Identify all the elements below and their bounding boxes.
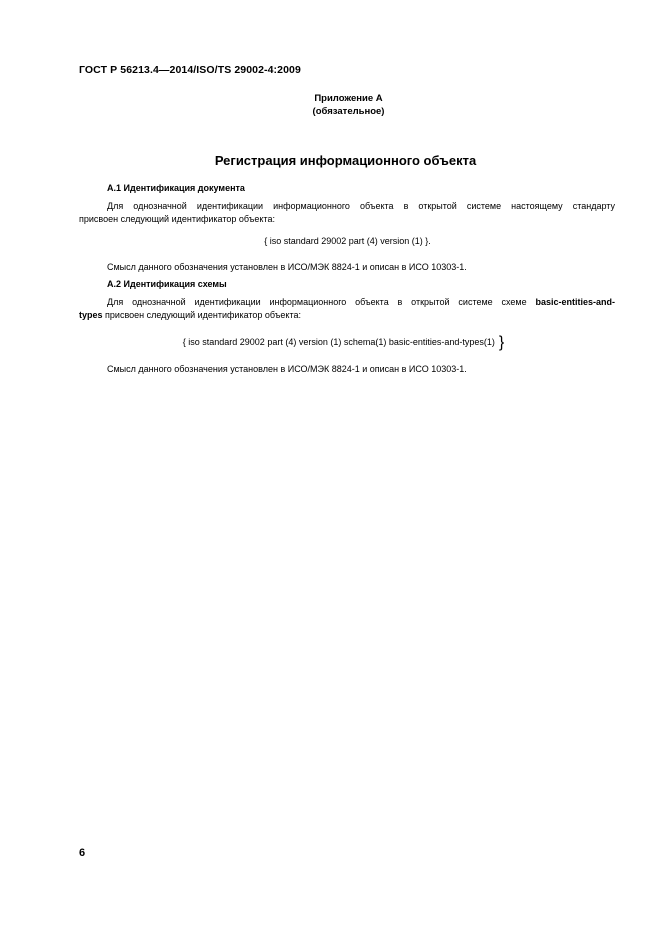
section-a2-identifier [0, 334, 661, 352]
document-header: ГОСТ Р 56213.4—2014/ISO/TS 29002-4:2009 [79, 64, 301, 76]
closing-brace: } [498, 334, 505, 351]
schema-name-part2: types [79, 310, 103, 320]
section-a2-identifier-text: { iso standard 29002 part (4) version (1) schema(1) basic-entities-and-types(1) [182, 337, 495, 347]
section-a2-meaning: Смысл данного обозначения установлен в ИСО/МЭК 8824-1 и описан в ИСО 10303-1. [107, 364, 467, 374]
section-a2-paragraph [79, 296, 615, 322]
main-title: Регистрация информационного объекта [214, 153, 477, 168]
page-number: 6 [79, 847, 86, 859]
section-a2-para-line1-text: Для однозначной идентификации информационного объекта в открытой системе схеме [107, 297, 527, 307]
section-a1-heading: А.1 Идентификация документа [107, 183, 245, 193]
section-a1-paragraph [79, 200, 615, 226]
section-a1-para-line2: присвоен следующий идентификатор объекта: [79, 214, 275, 224]
section-a2-heading: А.2 Идентификация схемы [107, 279, 227, 289]
annex-subtitle: (обязательное) [312, 106, 385, 117]
section-a2-para-line2-text: присвоен следующий идентификатор объекта: [105, 310, 301, 320]
section-a1-meaning: Смысл данного обозначения установлен в ИСО/МЭК 8824-1 и описан в ИСО 10303-1. [107, 262, 467, 272]
annex-title: Приложение А [314, 93, 383, 104]
section-a1-identifier: { iso standard 29002 part (4) version (1) }. [264, 236, 431, 246]
section-a2-para-line2 [79, 309, 615, 322]
section-a2-para-line1 [79, 296, 615, 309]
schema-name-part1: basic-entities-and- [535, 297, 615, 307]
section-a1-para-line1: Для однозначной идентификации информационного объекта в открытой системе настоящему стандарту [107, 201, 615, 211]
